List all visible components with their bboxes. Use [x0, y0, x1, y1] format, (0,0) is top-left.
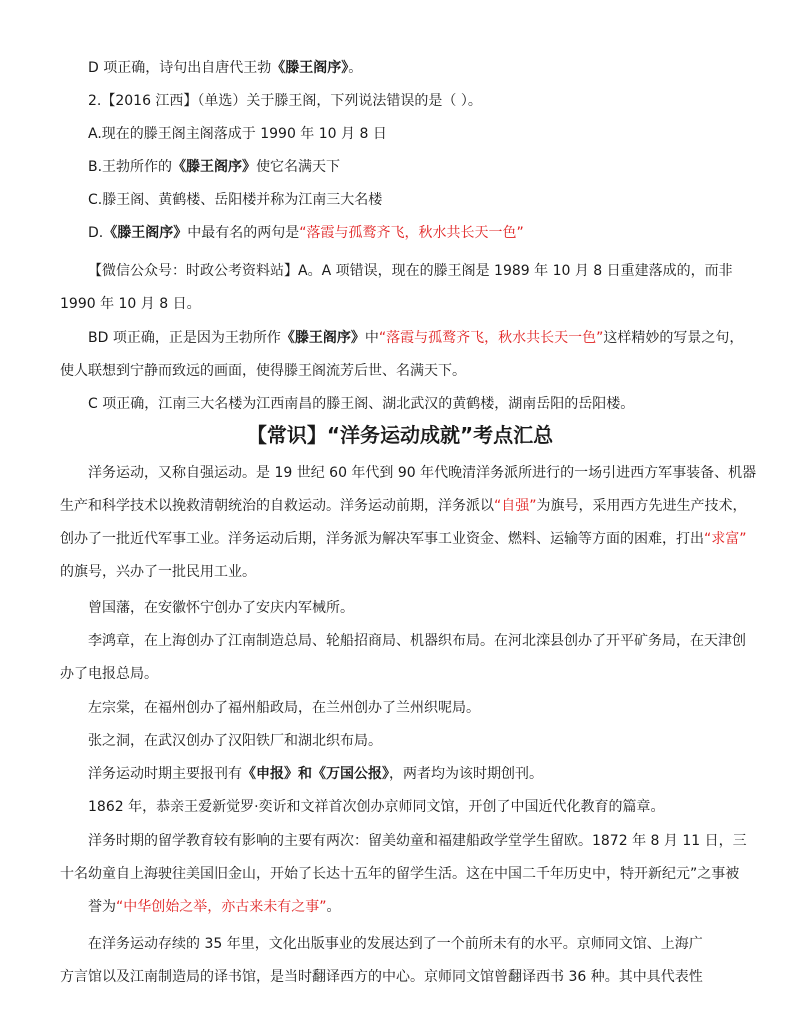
text: 为旗号，采用西方先进生产技术， [536, 498, 747, 514]
zeng-guofan: 曾国藩，在安徽怀宁创办了安庆内军械所。 [88, 600, 354, 616]
publishing-line-2: 方言馆以及江南制造局的译书馆，是当时翻译西方的中心。京师同文馆曾翻译西书 36 种。其中具代表性 [60, 969, 703, 985]
bd-explanation-line-2: 使人联想到宁静而致远的画面，使得滕王阁流芳后世、名满天下。 [60, 363, 466, 379]
book-title: 《滕王阁序》 [271, 60, 349, 76]
text: B.王勃所作的 [88, 159, 173, 175]
text: D 项正确，诗句出自唐代王勃 [88, 60, 272, 76]
intro-line-1: 洋务运动，又称自强运动。是 19 世纪 60 年代到 90 年代晚清洋务派所进行的一场引进西方军事装备、机器 [88, 465, 757, 481]
option-d [60, 217, 750, 250]
answer-line-1: 【微信公众号：时政公考资料站】A。A 项错误，现在的滕王阁是 1989 年 10 月 8 日重建落成的，而非 [88, 263, 733, 279]
intro-line-3 [60, 523, 750, 556]
book-title: 《滕王阁序》 [172, 159, 257, 175]
study-abroad-line-3 [60, 891, 750, 924]
li-hongzhang-line-2: 办了电报总局。 [60, 666, 158, 682]
text: 中 [364, 330, 379, 346]
highlighted-term: “求富” [704, 531, 747, 547]
text: 誉为 [88, 899, 116, 915]
publishing-line-1: 在洋务运动存续的 35 年里，文化出版事业的发展达到了一个前所未有的水平。京师同文馆、上海广 [88, 936, 703, 952]
option-a: A.现在的滕王阁主阁落成于 1990 年 10 月 8 日 [88, 126, 387, 142]
text: 中最有名的两句是 [187, 225, 300, 241]
zuo-zongtang: 左宗棠，在福州创办了福州船政局，在兰州创办了兰州织呢局。 [88, 700, 480, 716]
intro-line-4: 的旗号，兴办了一批民用工业。 [60, 564, 256, 580]
newspaper-titles: 《申报》和《万国公报》 [242, 766, 389, 782]
text: 。 [326, 899, 341, 915]
text: BD 项正确，正是因为王勃所作 [88, 330, 281, 346]
newspapers [60, 758, 750, 791]
option-b [60, 151, 750, 184]
answer-line-2: 1990 年 10 月 8 日。 [60, 296, 201, 312]
highlighted-quote: “落霞与孤鹜齐飞，秋水共长天一色” [378, 330, 604, 346]
text: 创办了一批近代军事工业。洋务运动后期，洋务派为解决军事工业资金、燃料、运输等方面的困难，打出 [60, 531, 704, 547]
study-abroad-line-1: 洋务时期的留学教育较有影响的主要有两次：留美幼童和福建船政学堂学生留欧。1872 年 8 月 11 日，三 [88, 833, 747, 849]
bd-explanation-line-1 [60, 322, 750, 355]
option-c: C.滕王阁、黄鹤楼、岳阳楼并称为江南三大名楼 [88, 192, 383, 208]
text: 洋务运动时期主要报刊有 [88, 766, 242, 782]
tongwenguan-1862: 1862 年，恭亲王爱新觉罗·奕䜣和文祥首次创办京师同文馆，开创了中国近代化教育的篇章。 [88, 799, 665, 815]
li-hongzhang-line-1: 李鸿章，在上海创办了江南制造总局、轮船招商局、机器织布局。在河北滦县创办了开平矿务局，在天津创 [88, 633, 746, 649]
highlighted-quote: “中华创始之举，亦古来未有之事” [116, 899, 327, 915]
book-title: 《滕王阁序》 [103, 225, 188, 241]
c-explanation: C 项正确，江南三大名楼为江西南昌的滕王阁、湖北武汉的黄鹤楼，湖南岳阳的岳阳楼。 [88, 396, 635, 412]
highlighted-quote: “落霞与孤鹜齐飞，秋水共长天一色” [299, 225, 524, 241]
question-2-stem: 2.【2016 江西】（单选）关于滕王阁，下列说法错误的是（ ）。 [88, 93, 482, 109]
section-heading: 【常识】“洋务运动成就”考点汇总 [246, 423, 554, 447]
intro-line-2 [60, 490, 750, 523]
paragraph-d-correct [60, 52, 750, 85]
text: D. [88, 225, 104, 241]
text: 生产和科学技术以挽救清朝统治的自救运动。洋务运动前期，洋务派以 [60, 498, 494, 514]
highlighted-term: “自强” [494, 498, 537, 514]
text: 这样精妙的写景之句， [603, 330, 744, 346]
text: ，两者均为该时期创刊。 [389, 766, 543, 782]
book-title: 《滕王阁序》 [280, 330, 365, 346]
study-abroad-line-2: 十名幼童自上海驶往美国旧金山，开始了长达十五年的留学生活。这在中国二千年历史中，特开新纪元”之事被 [60, 866, 740, 882]
text: 使它名满天下 [256, 159, 341, 175]
zhang-zhidong: 张之洞，在武汉创办了汉阳铁厂和湖北织布局。 [88, 733, 382, 749]
text: 。 [348, 60, 363, 76]
